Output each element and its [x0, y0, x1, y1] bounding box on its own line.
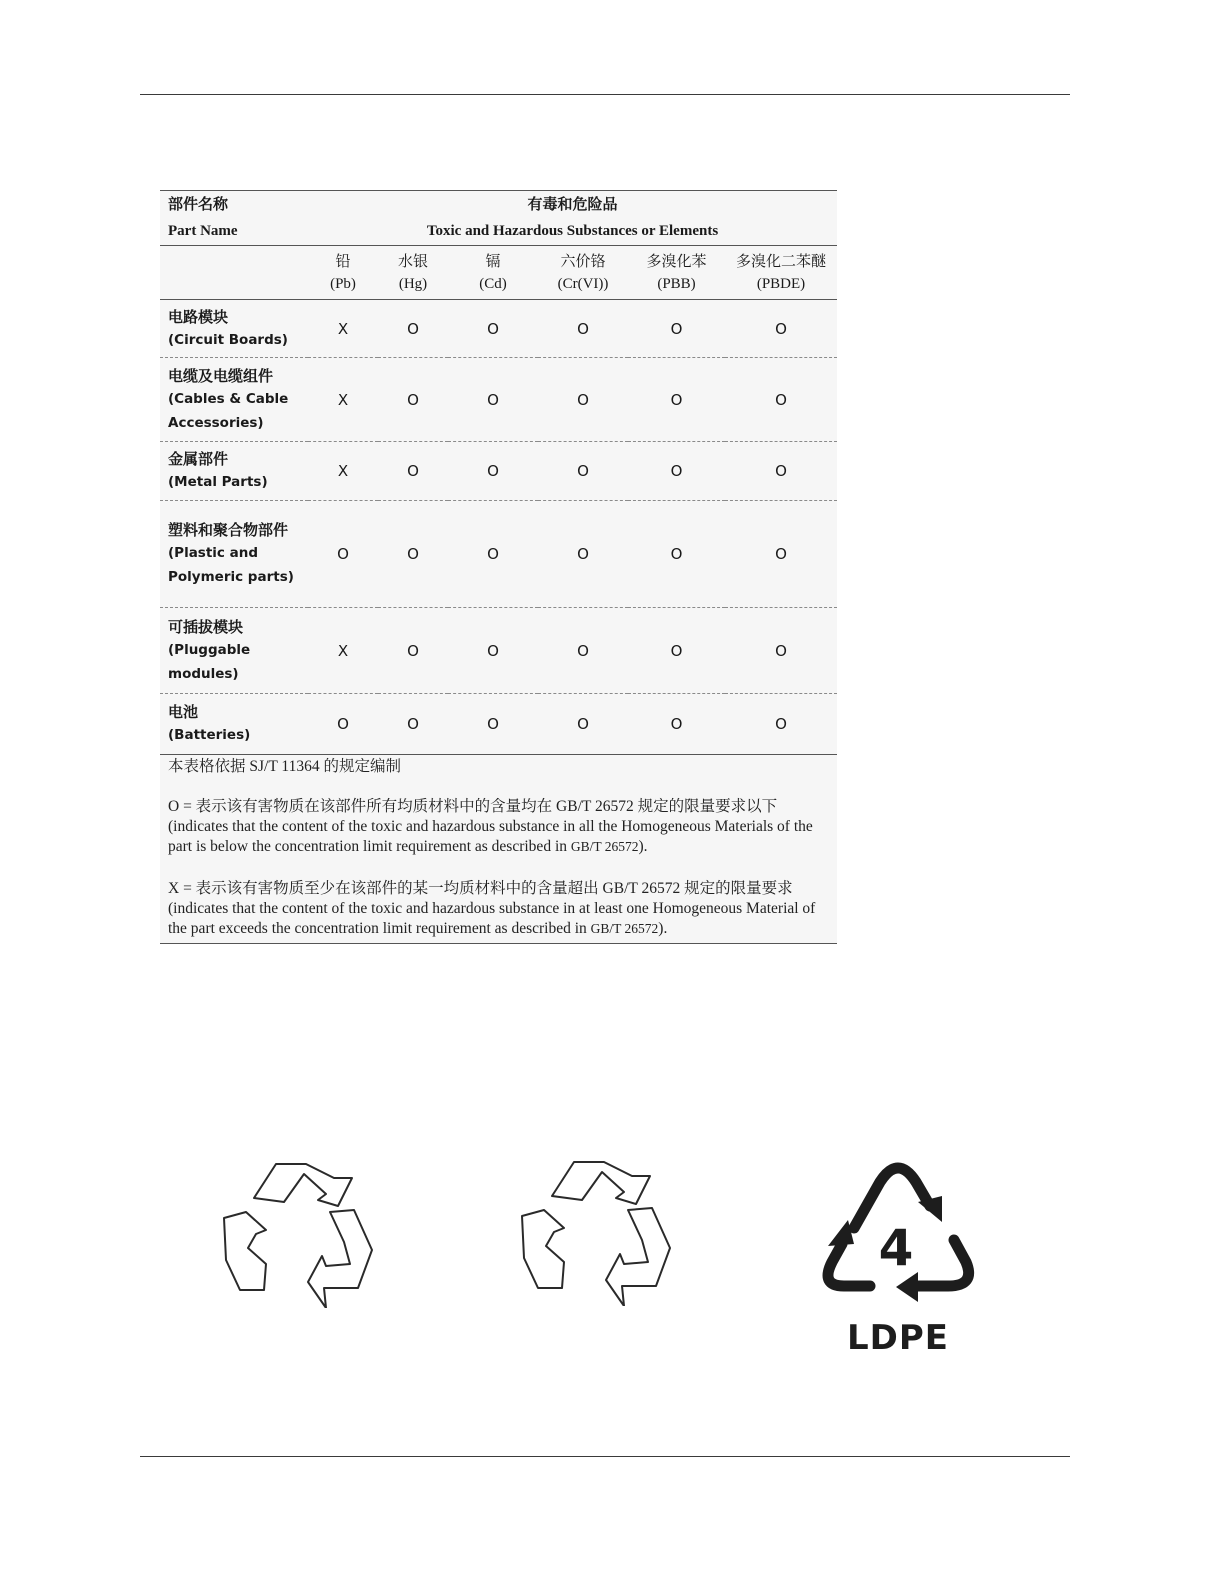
- rohs-disclosure: [160, 190, 837, 944]
- substances-header: 有毒和危险品 Toxic and Hazardous Substances or Elements: [308, 191, 837, 246]
- note-x-legend: X = 表示该有害物质至少在该部件的某一均质材料中的含量超出 GB/T 26572 规定的限量要求 (indicates that the content of the toxic and hazardous substance in at least one Homogeneous Material of the part exceeds the concentration limit requirement as described in GB/T 26572).: [168, 880, 816, 937]
- part-name-cell: 塑料和聚合物部件 (Plastic and Polymeric parts): [160, 501, 308, 608]
- substance-mark: O: [725, 442, 837, 501]
- substance-mark: O: [308, 694, 378, 755]
- part-name-cell: 电缆及电缆组件 (Cables & Cable Accessories): [160, 358, 308, 442]
- table-row: [160, 501, 837, 608]
- substance-header-cell: 多溴化苯 (PBB): [628, 246, 725, 300]
- table-header-row: [160, 191, 837, 246]
- substance-mark: O: [378, 442, 448, 501]
- substance-header-cell: 铅 (Pb): [308, 246, 378, 300]
- substance-mark: O: [378, 501, 448, 608]
- substance-mark: O: [725, 608, 837, 694]
- note-basis: 本表格依据 SJ/T 11364 的规定编制: [168, 758, 401, 775]
- ldpe-recycling-code: [818, 1158, 978, 1363]
- substance-mark: O: [628, 694, 725, 755]
- substance-mark: O: [538, 694, 628, 755]
- note-o-legend: O = 表示该有害物质在该部件所有均质材料中的含量均在 GB/T 26572 规定的限量要求以下 (indicates that the content of the toxic and hazardous substance in all the Homogeneous Materials of the part is below the concentration limit requirement as described in GB/T 26572).: [168, 798, 813, 855]
- substance-header-cell: 水银 (Hg): [378, 246, 448, 300]
- ldpe-label: LDPE: [846, 1318, 950, 1358]
- substance-columns-row: [160, 246, 837, 300]
- substance-mark: O: [308, 501, 378, 608]
- substance-mark: O: [378, 358, 448, 442]
- part-name-cell: 电路模块 (Circuit Boards): [160, 300, 308, 358]
- substance-mark: O: [628, 501, 725, 608]
- substance-mark: X: [308, 300, 378, 358]
- table-row: [160, 358, 837, 442]
- substance-mark: O: [448, 442, 538, 501]
- substance-mark: X: [308, 442, 378, 501]
- substance-mark: O: [725, 300, 837, 358]
- part-name-header: 部件名称 Part Name: [160, 191, 308, 246]
- substance-mark: O: [628, 358, 725, 442]
- substance-mark: O: [538, 608, 628, 694]
- substance-mark: X: [308, 608, 378, 694]
- blank-cell: [160, 246, 308, 300]
- substance-mark: O: [378, 694, 448, 755]
- hazardous-substances-table: [160, 190, 837, 755]
- substance-mark: O: [448, 358, 538, 442]
- header-rule: [140, 94, 1070, 95]
- substance-mark: O: [725, 358, 837, 442]
- substance-mark: O: [725, 694, 837, 755]
- substance-mark: O: [538, 501, 628, 608]
- substance-mark: O: [378, 300, 448, 358]
- substance-header-cell: 六价铬 (Cr(VI)): [538, 246, 628, 300]
- substance-mark: O: [538, 300, 628, 358]
- table-row: [160, 300, 837, 358]
- substance-mark: X: [308, 358, 378, 442]
- table-row: [160, 608, 837, 694]
- substance-mark: O: [448, 694, 538, 755]
- ldpe-triangle-icon: [818, 1158, 978, 1313]
- substance-header-cell: 镉 (Cd): [448, 246, 538, 300]
- substance-mark: O: [725, 501, 837, 608]
- table-notes: [160, 755, 837, 944]
- substance-header-cell: 多溴化二苯醚 (PBDE): [725, 246, 837, 300]
- substance-mark: O: [628, 608, 725, 694]
- part-name-cell: 金属部件 (Metal Parts): [160, 442, 308, 501]
- part-name-cell: 电池 (Batteries): [160, 694, 308, 755]
- part-name-cell: 可插拔模块 (Pluggable modules): [160, 608, 308, 694]
- recycle-symbol-icon: [520, 1158, 672, 1306]
- substance-mark: O: [628, 442, 725, 501]
- substance-mark: O: [538, 442, 628, 501]
- substance-mark: O: [628, 300, 725, 358]
- substance-mark: O: [378, 608, 448, 694]
- substance-mark: O: [448, 501, 538, 608]
- recycle-symbol-icon: [222, 1160, 374, 1308]
- ldpe-number: 4: [878, 1219, 914, 1277]
- substance-mark: O: [448, 608, 538, 694]
- table-row: [160, 694, 837, 755]
- substance-mark: O: [538, 358, 628, 442]
- footer-rule: [140, 1456, 1070, 1457]
- substance-mark: O: [448, 300, 538, 358]
- table-row: [160, 442, 837, 501]
